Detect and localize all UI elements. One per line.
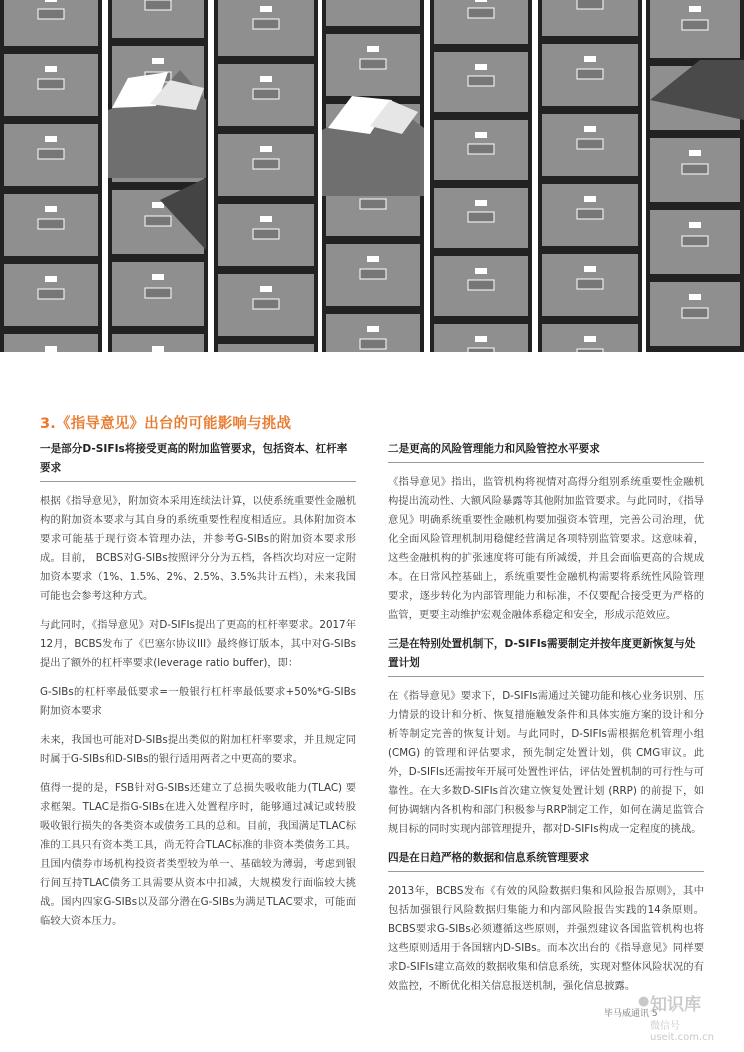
drawer-label — [45, 136, 57, 142]
drawer-label — [689, 294, 701, 300]
drawer-label — [152, 202, 164, 208]
drawer-label — [367, 46, 379, 52]
drawer-handle — [38, 79, 64, 89]
drawer-handle — [253, 229, 279, 239]
paragraph-tlac: 值得一提的是，FSB针对G-SIBs还建立了总损失吸收能力(TLAC) 要求框架。TLAC是指G-SIBs在进入处置程序时，能够通过减记或转股吸收银行损失的各类资本或债务工具的总和。目前，我国满足TLAC标准的工具只有资本类工具，尚无符合TLAC标准的非资本类债务工具。且国内债券市场机构投资者类型较为单一、基础较为薄弱，考虑到银行间互持TLAC债务工具需要从资本中扣减，大规模发行面临较大挑战。国内四家G-SIBs以及部分潜在G-SIBs为满足TLAC要求，可能面临较大资本压力。 — [40, 782, 356, 927]
drawer-handle — [682, 20, 708, 30]
cabinet-drawer — [4, 0, 98, 46]
watermark-site: 微信号 useit.com.cn — [650, 1021, 714, 1043]
hero-filing-cabinets-image — [0, 0, 744, 352]
drawer-label — [584, 266, 596, 272]
left-column — [40, 440, 356, 941]
drawer-label — [689, 222, 701, 228]
drawer-label — [260, 76, 272, 82]
drawer-handle — [577, 349, 603, 352]
drawer-label — [367, 326, 379, 332]
drawer-label — [475, 336, 487, 342]
paragraph-additional-capital: 根据《指导意见》，附加资本采用连续法计算，以使系统重要性金融机构的附加资本要求与其自身的系统重要性程度相适应。具体附加资本要求可能基于现行资本管理办法，并参考G-SIBs的附加资本要求形成。目前， BCBS对G-SIBs按照评分分为五档，各档次均对应一定附加资本要求（1%、1.5%、2%、2.5%、3.5%共计五档），未来我国可能也会参考这种方式。 — [40, 495, 356, 602]
drawer-handle — [468, 76, 494, 86]
subheading-recovery-resolution: 三是在特别处置机制下，D-SIFIs需要制定并按年度更新恢复与处置计划 — [388, 635, 704, 677]
drawer-label — [584, 336, 596, 342]
subheading-capital-leverage: 一是部分D-SIFIs将接受更高的附加监管要求，包括资本、杠杆率要求 — [40, 440, 356, 482]
drawer-label — [45, 276, 57, 282]
drawer-label — [689, 150, 701, 156]
drawer-handle — [253, 89, 279, 99]
drawer-label — [475, 0, 487, 2]
drawer-handle — [360, 59, 386, 69]
drawer-handle — [682, 164, 708, 174]
drawer-label — [45, 206, 57, 212]
drawer-label — [45, 66, 57, 72]
drawer-handle — [145, 0, 171, 10]
right-column — [388, 440, 704, 1006]
drawer-label — [45, 0, 57, 2]
drawer-handle — [468, 348, 494, 352]
subheading-data-systems: 四是在日趋严格的数据和信息系统管理要求 — [388, 849, 704, 872]
drawer-handle — [253, 159, 279, 169]
paragraph-leverage-ratio: 与此同时，《指导意见》对D-SIFIs提出了更高的杠杆率要求。2017年12月，BCBS发布了《巴塞尔协议III》最终修订版本，其中对G-SIBs提出了额外的杠杆率要求(leverage ratio buffer)，即： — [40, 619, 356, 669]
drawer-handle — [38, 149, 64, 159]
drawer-label — [152, 58, 164, 64]
drawer-handle — [577, 279, 603, 289]
drawer-handle — [360, 339, 386, 349]
drawer-label — [152, 346, 164, 352]
drawer-handle — [468, 280, 494, 290]
drawer-label — [260, 6, 272, 12]
drawer-label — [584, 126, 596, 132]
paragraph-data-systems: 2013年，BCBS发布《有效的风险数据归集和风险报告原则》，其中包括加强银行风险数据归集能力和内部风险报告实践的14条原则。BCBS要求G-SIBs必须遵循这些原则，并强烈建议各国监管机构也将这些原则适用于各国辖内D-SIBs。而本次出台的《指导意见》同样要求D-SIFIs建立高效的数据收集和信息系统，实现对整体风险状况的有效监控，不断优化相关信息报送机制，强化信息披露。 — [388, 885, 704, 992]
cabinet-drawer — [218, 344, 314, 352]
drawer-handle — [577, 139, 603, 149]
drawer-label — [260, 286, 272, 292]
drawer-handle — [145, 216, 171, 226]
drawer-label — [475, 132, 487, 138]
drawer-handle — [468, 212, 494, 222]
drawer-handle — [577, 209, 603, 219]
wechat-icon: ● — [638, 994, 650, 1009]
paragraph-dsib-leverage: 未来，我国也可能对D-SIBs提出类似的附加杠杆率要求，并且规定同时属于G-SIBs和D-SIBs的银行适用两者之中更高的要求。 — [40, 734, 356, 765]
drawer-handle — [360, 269, 386, 279]
drawer-label — [260, 216, 272, 222]
drawer-label — [367, 256, 379, 262]
drawer-handle — [682, 308, 708, 318]
drawer-handle — [468, 144, 494, 154]
drawer-handle — [38, 219, 64, 229]
paragraph-recovery-resolution: 在《指导意见》要求下，D-SIFIs需通过关键功能和核心业务识别、压力情景的设计和分析、恢复措施触发条件和具体实施方案的设计和分析等制定完善的恢复计划。与此同时，D-SIFIs需根据危机管理小组 (CMG) 的管理和评估要求，预先制定处置计划，供 CMG审议。此外，D-SIFIs还需按年开展可处置性评估，评估处置机制的可行性与可靠性。在大多数D-SIFIs首次建立恢复处置计划 (RRP) 的前提下，如何协调辖内各机构和部门积极参与RRP制定工作，如何在满足监管合规目标的同时实现内部管理提升，都对D-SIFIs构成一定程度的挑战。 — [388, 690, 704, 835]
drawer-handle — [253, 299, 279, 309]
watermark-logo: 知识库 — [650, 995, 701, 1015]
drawer-label — [475, 268, 487, 274]
drawer-handle — [577, 69, 603, 79]
subheading-risk-management: 二是更高的风险管理能力和风险管控水平要求 — [388, 440, 704, 463]
drawer-handle — [577, 0, 603, 9]
section-title: 3.《指导意见》出台的可能影响与挑战 — [40, 416, 292, 432]
page-footer: 毕马威通讯 5 — [604, 1009, 658, 1019]
drawer-handle — [682, 236, 708, 246]
drawer-label — [689, 6, 701, 12]
paragraph-risk-management: 《指导意见》指出，监管机构将视情对高得分组别系统重要性金融机构提出流动性、大额风险暴露等其他附加监管要求。与此同时，《指导意见》明确系统重要性金融机构要加强资本管理，完善公司治理，优化全面风险管理机制用稳健经营满足各项特别监管要求。这意味着，这些金融机构的扩张速度将可能有所减缓，并且会面临更高的合规成本。在日常风控基础上，系统重要性金融机构需要将系统性风险管理要求，逐步转化为内部管理能力和标准，不仅要配合接受更为严格的监管，更要主动维护宏观金融体系稳定和安全，形成示范效应。 — [388, 476, 704, 621]
drawer-handle — [145, 288, 171, 298]
drawer-handle — [468, 8, 494, 18]
drawer-label — [152, 274, 164, 280]
watermark — [638, 990, 740, 1043]
drawer-label — [584, 196, 596, 202]
drawer-label — [45, 346, 57, 352]
cabinet-drawer — [326, 0, 420, 26]
drawer-handle — [253, 19, 279, 29]
drawer-handle — [38, 289, 64, 299]
drawer-label — [475, 64, 487, 70]
drawer-label — [584, 56, 596, 62]
drawer-handle — [360, 199, 386, 209]
drawer-label — [475, 200, 487, 206]
drawer-label — [260, 146, 272, 152]
drawer-handle — [38, 9, 64, 19]
paragraph-leverage-formula: G-SIBs的杠杆率最低要求=一般银行杠杆率最低要求+50%*G-SIBs附加资本要求 — [40, 686, 356, 717]
cabinet-drawer — [434, 0, 528, 44]
